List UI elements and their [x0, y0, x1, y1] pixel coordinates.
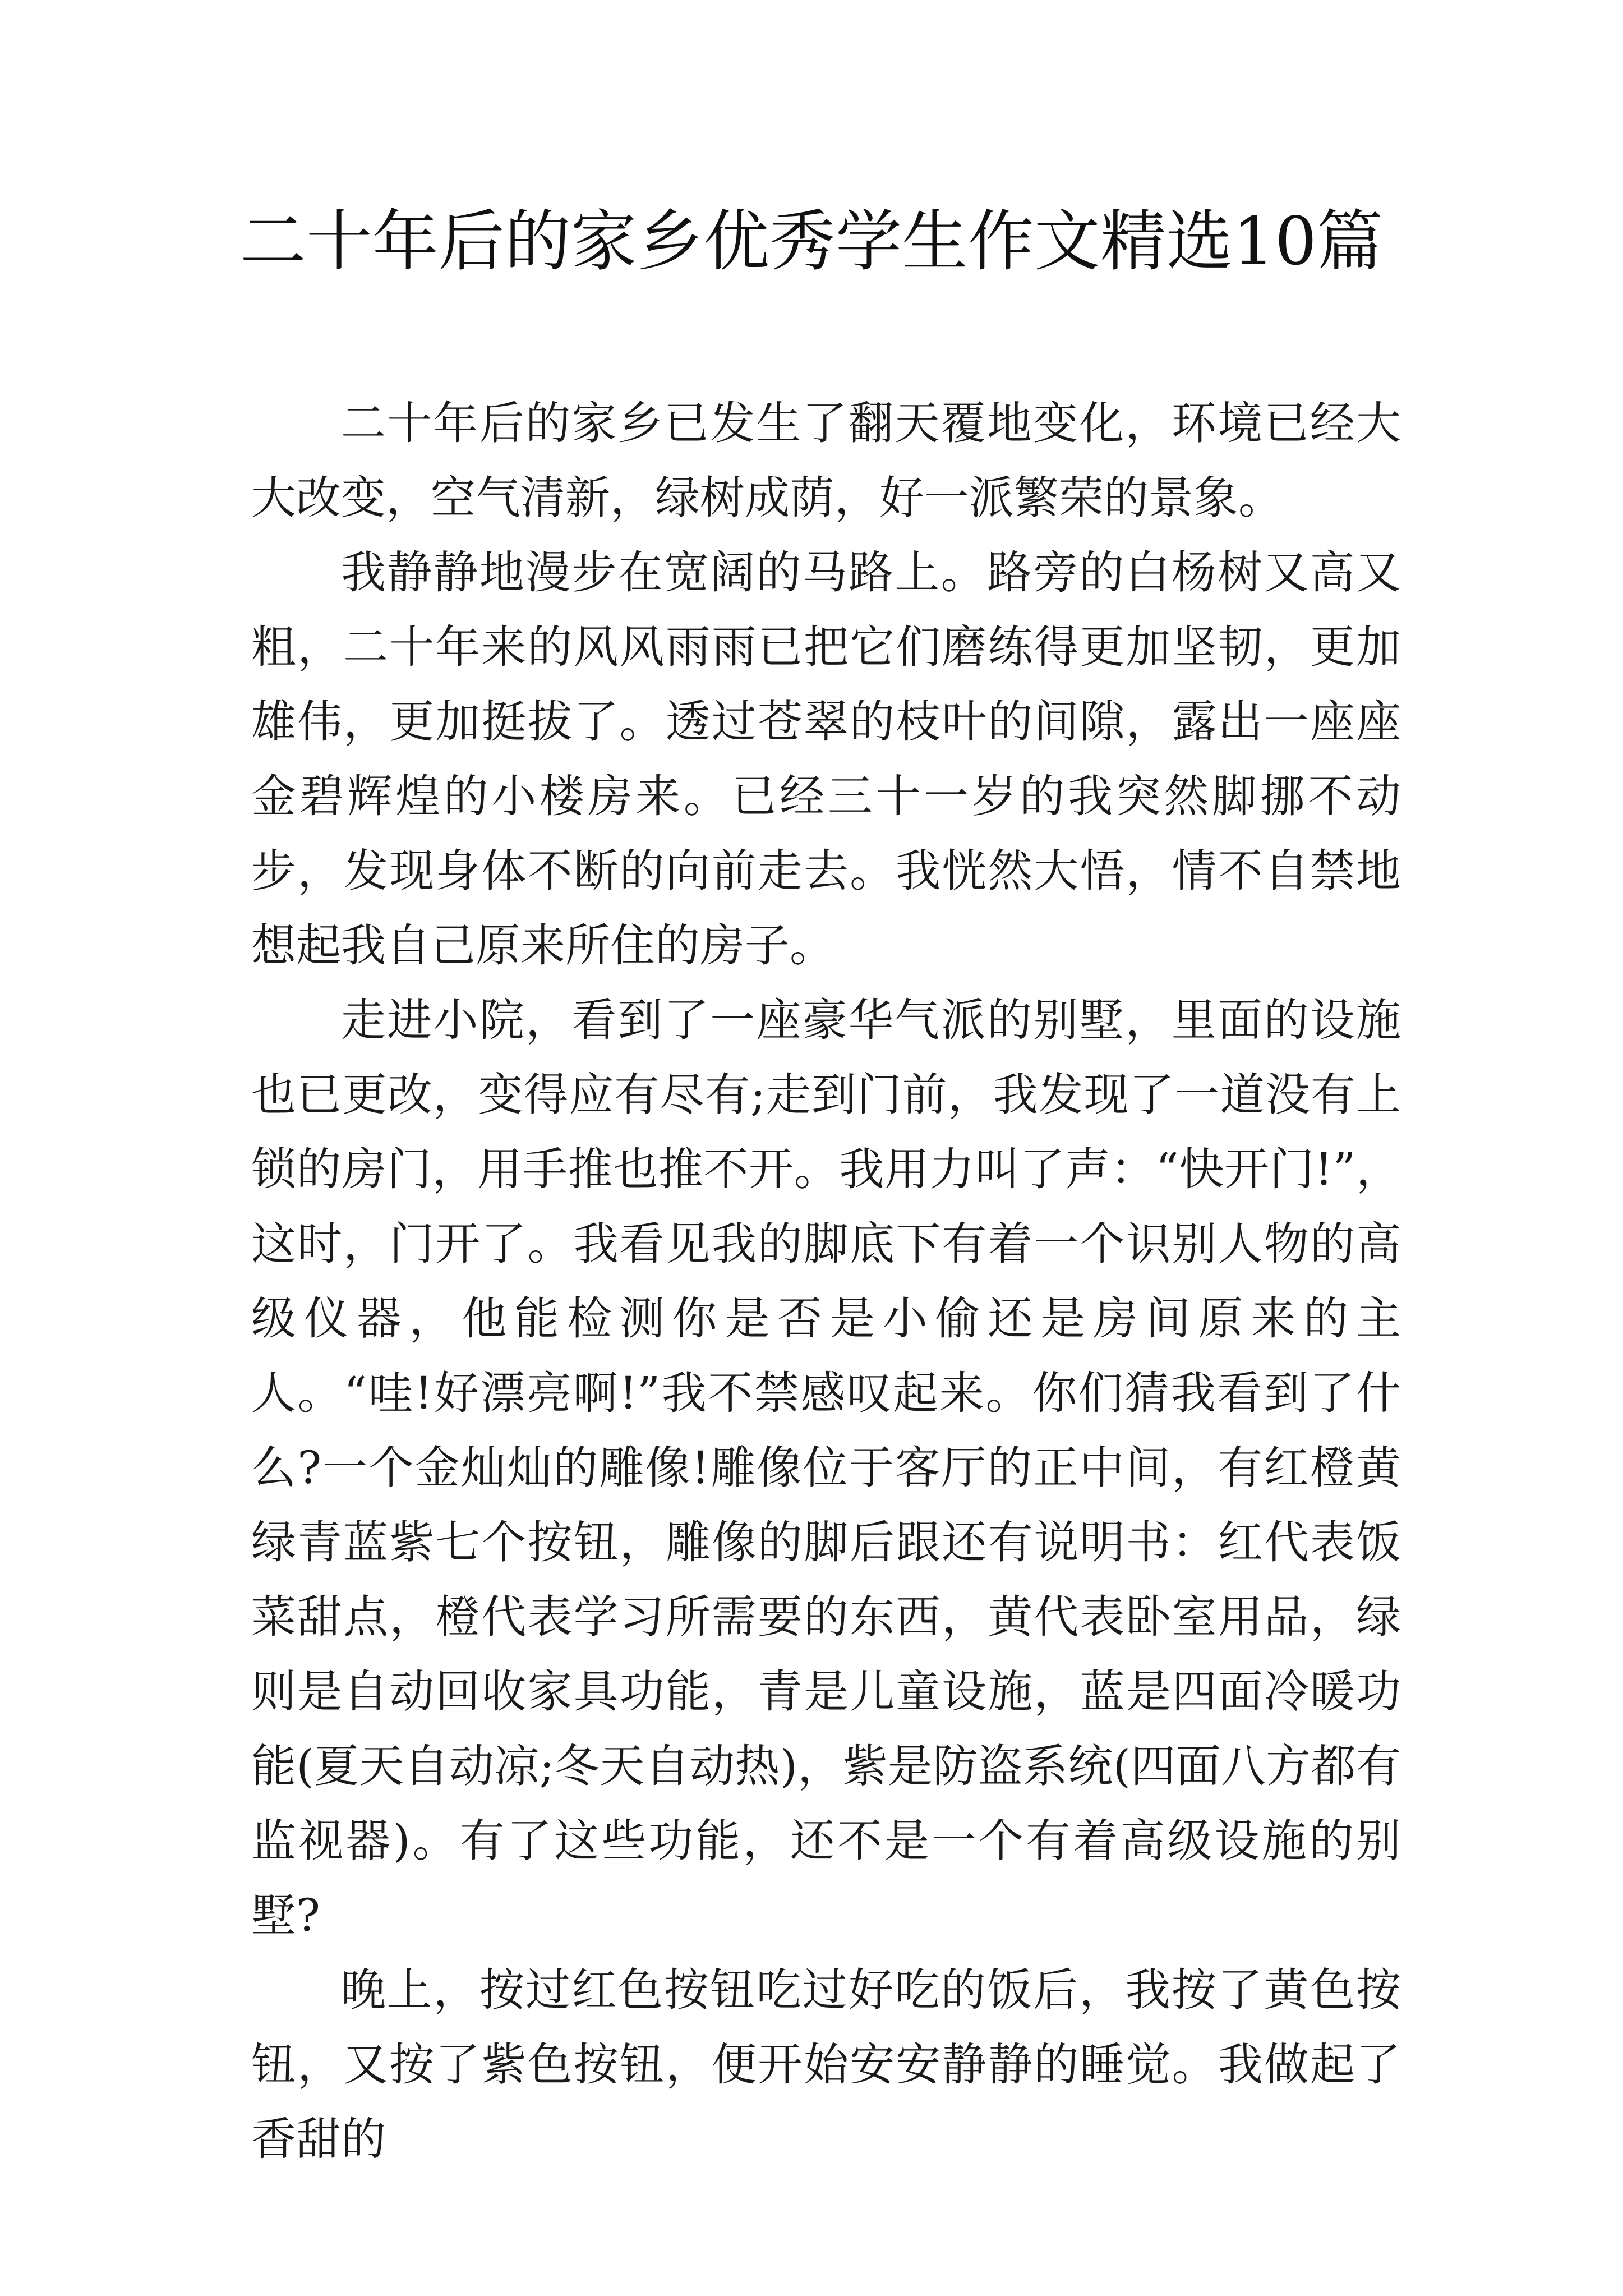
paragraph: 晚上，按过红色按钮吃过好吃的饭后，我按了黄色按钮，又按了紫色按钮，便开始安安静静的睡觉。我做起了香甜的 — [251, 1964, 1401, 2165]
document-title: 二十年后的家乡优秀学生作文精选10篇 — [239, 203, 1384, 280]
paragraph: 走进小院，看到了一座豪华气派的别墅，里面的设施也已更改，变得应有尽有;走到门前，我发现了一道没有上锁的房门，用手推也推不开。我用力叫了声：“快开门!”，这时，门开了。我看见我的脚底下有着一个识别人物的高级仪器，他能检测你是否是小偷还是房间原来的主人。“哇!好漂亮啊!”我不禁感叹起来。你们猜我看到了什么?一个金灿灿的雕像!雕像位于客厅的正中间，有红橙黄绿青蓝紫七个按钮，雕像的脚后跟还有说明书：红代表饭菜甜点，橙代表学习所需要的东西，黄代表卧室用品，绿则是自动回收家具功能，青是儿童设施，蓝是四面冷暖功能(夏天自动凉;冬天自动热)，紫是防盗系统(四面八方都有监视器)。有了这些功能，还不是一个有着高级设施的别墅? — [251, 994, 1401, 1941]
paragraph: 我静静地漫步在宽阔的马路上。路旁的白杨树又高又粗，二十年来的风风雨雨已把它们磨练得更加坚韧，更加雄伟，更加挺拔了。透过苍翠的枝叶的间隙，露出一座座金碧辉煌的小楼房来。已经三十一岁的我突然脚挪不动步，发现身体不断的向前走去。我恍然大悟，情不自禁地想起我自己原来所住的房子。 — [251, 546, 1401, 972]
document-body — [251, 386, 1401, 2177]
paragraph: 二十年后的家乡已发生了翻天覆地变化，环境已经大大改变，空气清新，绿树成荫，好一派繁荣的景象。 — [251, 397, 1401, 524]
